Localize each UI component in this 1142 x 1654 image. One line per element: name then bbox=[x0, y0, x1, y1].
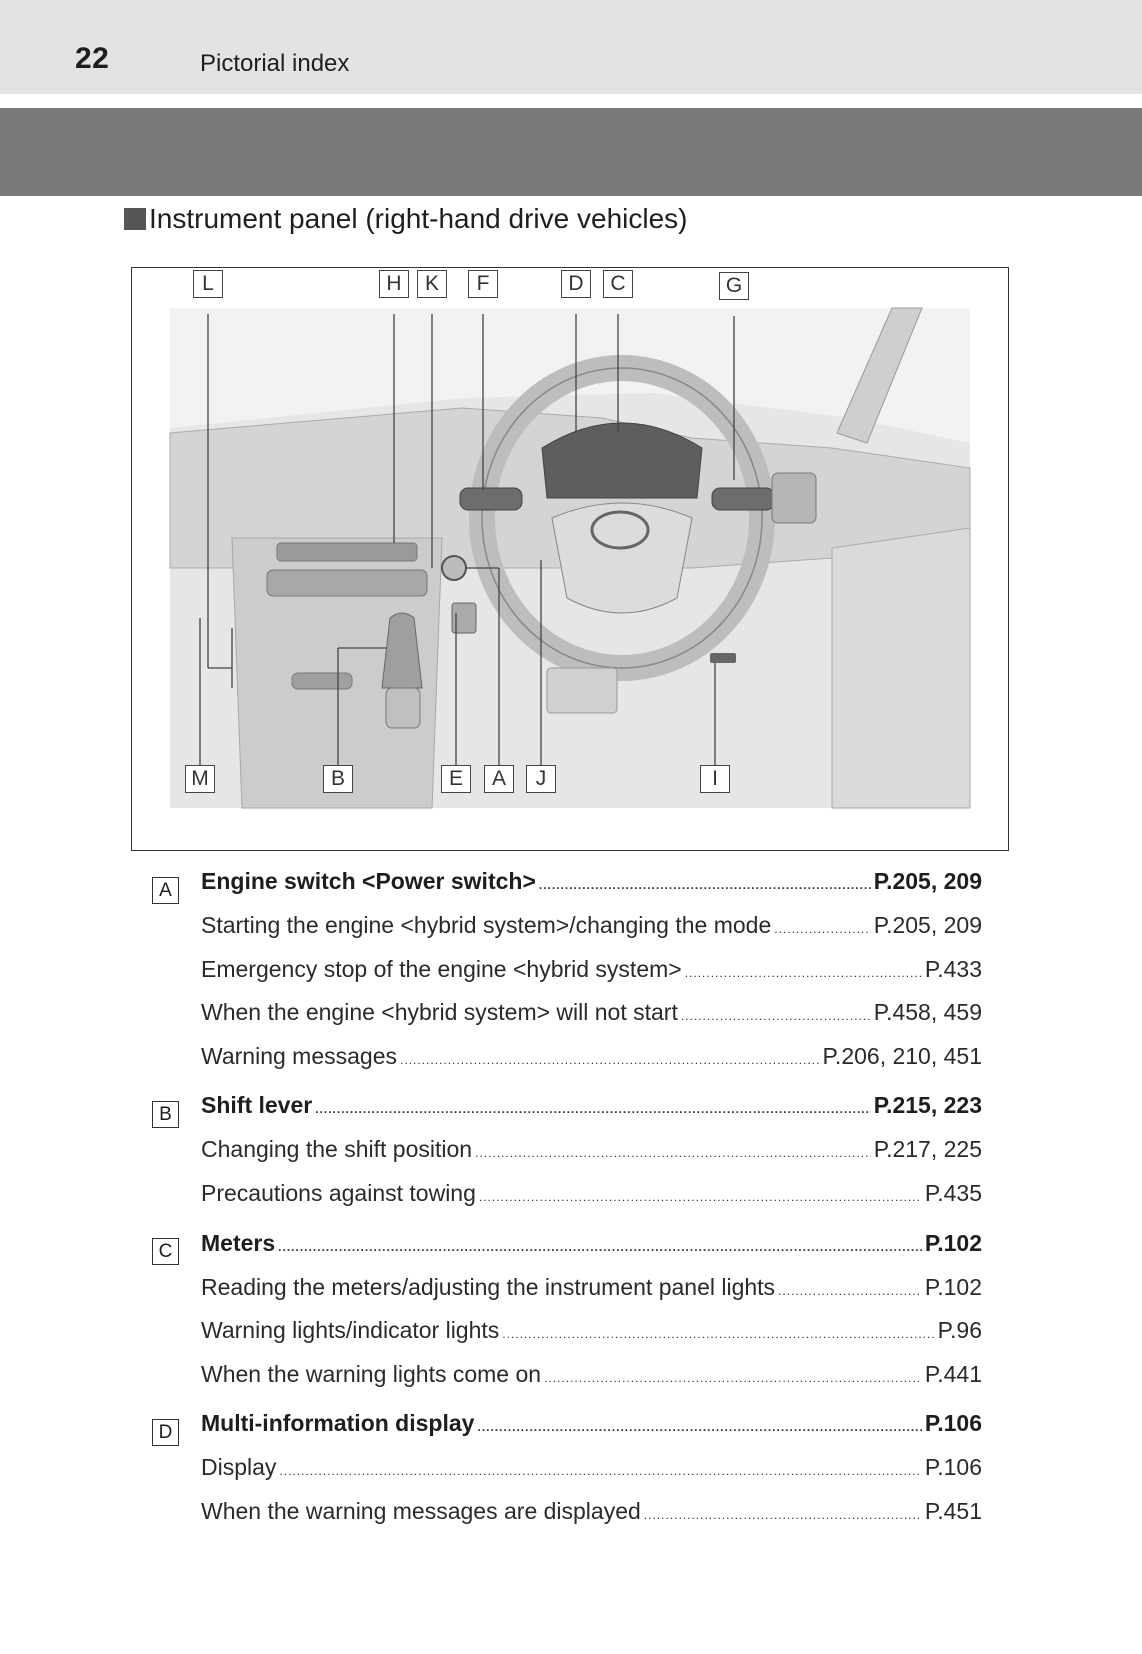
index-heading-label: Multi-information display bbox=[201, 1410, 475, 1437]
index-subitem-row[interactable] bbox=[152, 1454, 982, 1498]
callout-F: F bbox=[468, 270, 498, 298]
callout-H: H bbox=[379, 270, 409, 298]
dot-leader bbox=[539, 878, 871, 892]
subitem-label: Reading the meters/adjusting the instrument panel lights bbox=[201, 1273, 776, 1300]
subitem-label: Precautions against towing bbox=[201, 1179, 476, 1206]
section-title bbox=[124, 203, 687, 235]
dot-leader bbox=[544, 1371, 922, 1385]
page-reference[interactable]: P.458, 459 bbox=[873, 999, 982, 1026]
page-reference[interactable]: P.106 bbox=[924, 1410, 982, 1437]
index-group-d bbox=[152, 1410, 982, 1541]
index-subitem-row[interactable] bbox=[152, 1498, 982, 1542]
index-subitem-row[interactable] bbox=[152, 1317, 982, 1361]
dot-leader bbox=[479, 1190, 922, 1204]
index-subitem-row[interactable] bbox=[152, 1274, 982, 1318]
page-reference[interactable]: P.102 bbox=[924, 1273, 982, 1300]
index-heading-label: Meters bbox=[201, 1229, 276, 1256]
subitem-label: When the engine <hybrid system> will not start bbox=[201, 999, 678, 1026]
subitem-label: Changing the shift position bbox=[201, 1136, 473, 1163]
page-reference[interactable]: P.206, 210, 451 bbox=[822, 1042, 982, 1069]
page-header bbox=[0, 0, 1142, 94]
index-subitem-row[interactable] bbox=[152, 912, 982, 956]
callout-B: B bbox=[323, 765, 353, 793]
letter-badge: B bbox=[152, 1101, 179, 1128]
index-group-a bbox=[152, 868, 982, 1086]
page-number: 22 bbox=[75, 42, 110, 75]
pictorial-index-list bbox=[152, 868, 982, 1542]
letter-badge: D bbox=[152, 1419, 179, 1446]
header-title: Pictorial index bbox=[200, 50, 350, 77]
subitem-label: When the warning lights come on bbox=[201, 1360, 542, 1387]
index-heading-row[interactable] bbox=[152, 1230, 982, 1274]
page-reference[interactable]: P.102 bbox=[924, 1229, 982, 1256]
square-bullet-icon bbox=[124, 208, 146, 230]
index-heading-row[interactable] bbox=[152, 1092, 982, 1136]
callout-I: I bbox=[700, 765, 730, 793]
page-reference[interactable]: P.451 bbox=[924, 1497, 982, 1524]
dot-leader bbox=[477, 1420, 921, 1434]
page-reference[interactable]: P.205, 209 bbox=[873, 912, 982, 938]
index-subitem-row[interactable] bbox=[152, 956, 982, 1000]
header-band bbox=[0, 108, 1142, 196]
index-heading-row[interactable] bbox=[152, 868, 982, 912]
dot-leader bbox=[475, 1146, 871, 1160]
callout-C: C bbox=[603, 270, 633, 298]
index-subitem-row[interactable] bbox=[152, 1136, 982, 1180]
page-reference[interactable]: P.96 bbox=[937, 1317, 982, 1344]
subitem-label: Emergency stop of the engine <hybrid system> bbox=[201, 955, 682, 982]
dashboard-illustration bbox=[132, 268, 1008, 850]
instrument-panel-figure bbox=[131, 267, 1009, 851]
subitem-label: Starting the engine <hybrid system>/changing the mode bbox=[201, 912, 772, 938]
subitem-label: Display bbox=[201, 1454, 277, 1481]
subitem-label: Warning lights/indicator lights bbox=[201, 1317, 500, 1344]
index-group-c bbox=[152, 1230, 982, 1405]
callout-E: E bbox=[441, 765, 471, 793]
dot-leader bbox=[279, 1464, 921, 1478]
page-reference[interactable]: P.433 bbox=[924, 955, 982, 982]
dot-leader bbox=[502, 1327, 934, 1341]
callout-D: D bbox=[561, 270, 591, 298]
callout-L: L bbox=[193, 270, 223, 298]
dot-leader bbox=[644, 1508, 922, 1522]
callout-A: A bbox=[484, 765, 514, 793]
index-heading-row[interactable] bbox=[152, 1410, 982, 1454]
index-subitem-row[interactable] bbox=[152, 1043, 982, 1087]
letter-badge: A bbox=[152, 877, 179, 904]
dot-leader bbox=[681, 1009, 871, 1023]
letter-badge: C bbox=[152, 1238, 179, 1265]
page-reference[interactable]: P.441 bbox=[924, 1360, 982, 1387]
page-reference[interactable]: P.435 bbox=[924, 1179, 982, 1206]
dot-leader bbox=[774, 922, 870, 936]
callout-G: G bbox=[719, 272, 749, 300]
dot-leader bbox=[685, 966, 922, 980]
index-heading-label: Shift lever bbox=[201, 1092, 313, 1119]
callout-J: J bbox=[526, 765, 556, 793]
dot-leader bbox=[400, 1053, 820, 1067]
dot-leader bbox=[278, 1240, 922, 1254]
callout-M: M bbox=[185, 765, 215, 793]
section-title-text: Instrument panel (right-hand drive vehicles) bbox=[149, 203, 688, 234]
callout-K: K bbox=[417, 270, 447, 298]
page-reference[interactable]: P.217, 225 bbox=[873, 1136, 982, 1163]
subitem-label: Warning messages bbox=[201, 1042, 398, 1069]
index-subitem-row[interactable] bbox=[152, 1361, 982, 1405]
page-reference[interactable]: P.215, 223 bbox=[873, 1092, 982, 1119]
index-heading-label: Engine switch <Power switch> bbox=[201, 868, 536, 894]
page-reference[interactable]: P.106 bbox=[924, 1454, 982, 1481]
index-subitem-row[interactable] bbox=[152, 1180, 982, 1224]
subitem-label: When the warning messages are displayed bbox=[201, 1497, 641, 1524]
dot-leader bbox=[315, 1102, 870, 1116]
index-subitem-row[interactable] bbox=[152, 999, 982, 1043]
page-reference[interactable]: P.205, 209 bbox=[873, 868, 982, 894]
dot-leader bbox=[778, 1284, 922, 1298]
index-group-b bbox=[152, 1092, 982, 1223]
